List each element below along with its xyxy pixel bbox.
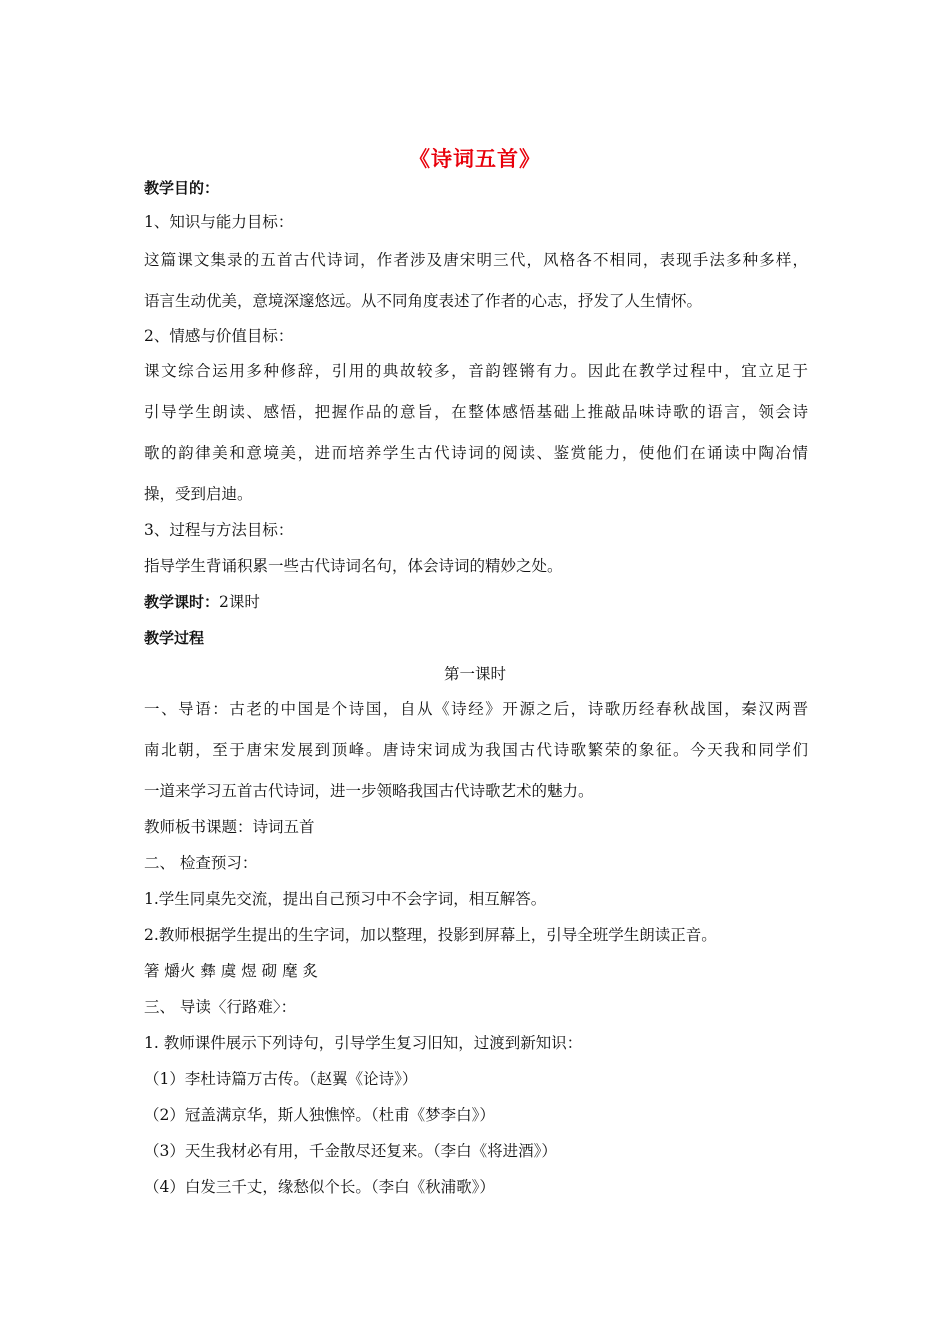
objective-1-heading: 1、知识与能力目标： [144,213,294,231]
guide-heading: 三、 导读〈行路难〉： [144,998,297,1016]
intro-paragraph-line: 一、导语：古老的中国是个诗国，自从《诗经》开源之后，诗歌历经春秋战国，秦汉两晋 [144,700,808,718]
lesson-heading: 第一课时 [443,665,506,683]
objectives-heading: 教学目的： [144,179,220,197]
check-heading: 二、 检查预习： [144,854,258,872]
objective-3-paragraph-line: 指导学生背诵积累一些古代诗词名句，体会诗词的精妙之处。 [144,557,563,575]
quote-line: （3）天生我材必有用，千金散尽还复来。（李白《将进酒》） [144,1142,557,1160]
teaching-hours-label: 教学课时： [144,593,220,611]
guide-item: 1. 教师课件展示下列诗句，引导学生复习旧知，过渡到新知识： [144,1034,583,1052]
vocabulary-words: 箸 爝火 彝 虞 煜 砌 麾 炙 [144,962,318,980]
objective-2-paragraph-line: 歌的韵律美和意境美，进而培养学生古代诗词的阅读、鉴赏能力，使他们在诵读中陶冶情 [144,444,808,462]
check-item: 2.教师根据学生提出的生字词，加以整理，投影到屏幕上，引导全班学生朗读正音。 [144,926,717,944]
page-title: 《诗词五首》 [409,147,541,171]
teaching-hours-value: 2课时 [219,593,260,611]
teaching-hours [144,592,260,612]
board-title: 教师板书课题：诗词五首 [144,818,315,836]
quote-line: （4）白发三千丈，缘愁似个长。（李白《秋浦歌》） [144,1178,495,1196]
objective-3-heading: 3、过程与方法目标： [144,521,294,539]
objective-2-paragraph-line: 操，受到启迪。 [144,485,253,503]
objective-1-paragraph-line: 这篇课文集录的五首古代诗词，作者涉及唐宋明三代，风格各不相同，表现手法多种多样， [144,251,808,269]
objective-2-heading: 2、情感与价值目标： [144,327,294,345]
check-item: 1.学生同桌先交流，提出自己预习中不会字词，相互解答。 [144,890,547,908]
objective-2-paragraph-line: 课文综合运用多种修辞，引用的典故较多，音韵铿锵有力。因此在教学过程中，宜立足于 [144,362,808,380]
objective-2-paragraph-line: 引导学生朗读、感悟，把握作品的意旨，在整体感悟基础上推敲品味诗歌的语言，领会诗 [144,403,808,421]
intro-paragraph-line: 一道来学习五首古代诗词，进一步领略我国古代诗歌艺术的魅力。 [144,782,594,800]
quote-line: （1）李杜诗篇万古传。（赵翼《论诗》） [144,1070,418,1088]
quote-line: （2）冠盖满京华，斯人独憔悴。（杜甫《梦李白》） [144,1106,495,1124]
process-heading: 教学过程 [144,629,205,647]
intro-paragraph-line: 南北朝，至于唐宋发展到顶峰。唐诗宋词成为我国古代诗歌繁荣的象征。今天我和同学们 [144,741,808,759]
objective-1-paragraph-line: 语言生动优美，意境深邃悠远。从不同角度表述了作者的心志，抒发了人生情怀。 [144,292,703,310]
